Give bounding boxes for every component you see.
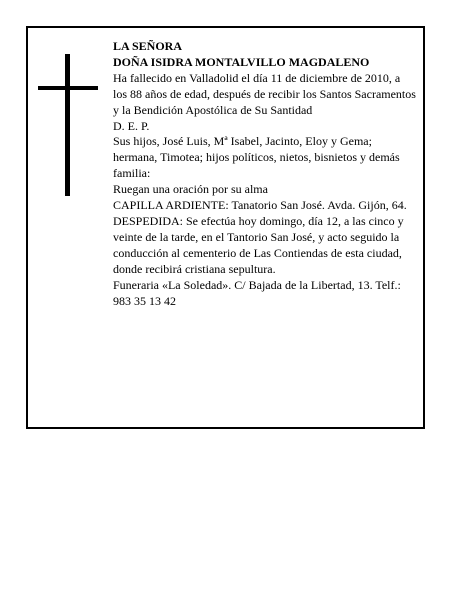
- farewell-details: DESPEDIDA: Se efectúa hoy domingo, día 12, a las cinco y veinte de la tarde, en el Tantorio San José, y acto seguido la conducción al cementerio de Las Contiendas de esta ciudad, donde recibirá cristiana sepultura.: [113, 213, 404, 276]
- obituary-text: [113, 39, 416, 309]
- deceased-name: DOÑA ISIDRA MONTALVILLO MAGDALENO: [113, 54, 370, 69]
- prayer-request: Ruegan una oración por su alma: [113, 182, 268, 197]
- family-list: Sus hijos, José Luis, Mª Isabel, Jacinto, Eloy y Gema; hermana, Timotea; hijos políticos, nietos, bisnietos y demás familia:: [113, 134, 400, 181]
- cross-vertical-bar: [65, 54, 70, 196]
- cross-horizontal-bar: [38, 86, 98, 90]
- notice-title: LA SEÑORA: [113, 39, 183, 53]
- cross-icon: [38, 54, 98, 196]
- funeral-home: Funeraria «La Soledad». C/ Bajada de la Libertad, 13. Telf.: 983 35 13 42: [113, 277, 401, 308]
- death-announcement: Ha fallecido en Valladolid el día 11 de diciembre de 2010, a los 88 años de edad, después de recibir los Santos Sacramentos y la Bendición Apostólica de Su Santidad: [113, 70, 416, 117]
- rest-in-peace: D. E. P.: [113, 118, 150, 133]
- funeral-chapel: CAPILLA ARDIENTE: Tanatorio San José. Avda. Gijón, 64.: [113, 198, 407, 213]
